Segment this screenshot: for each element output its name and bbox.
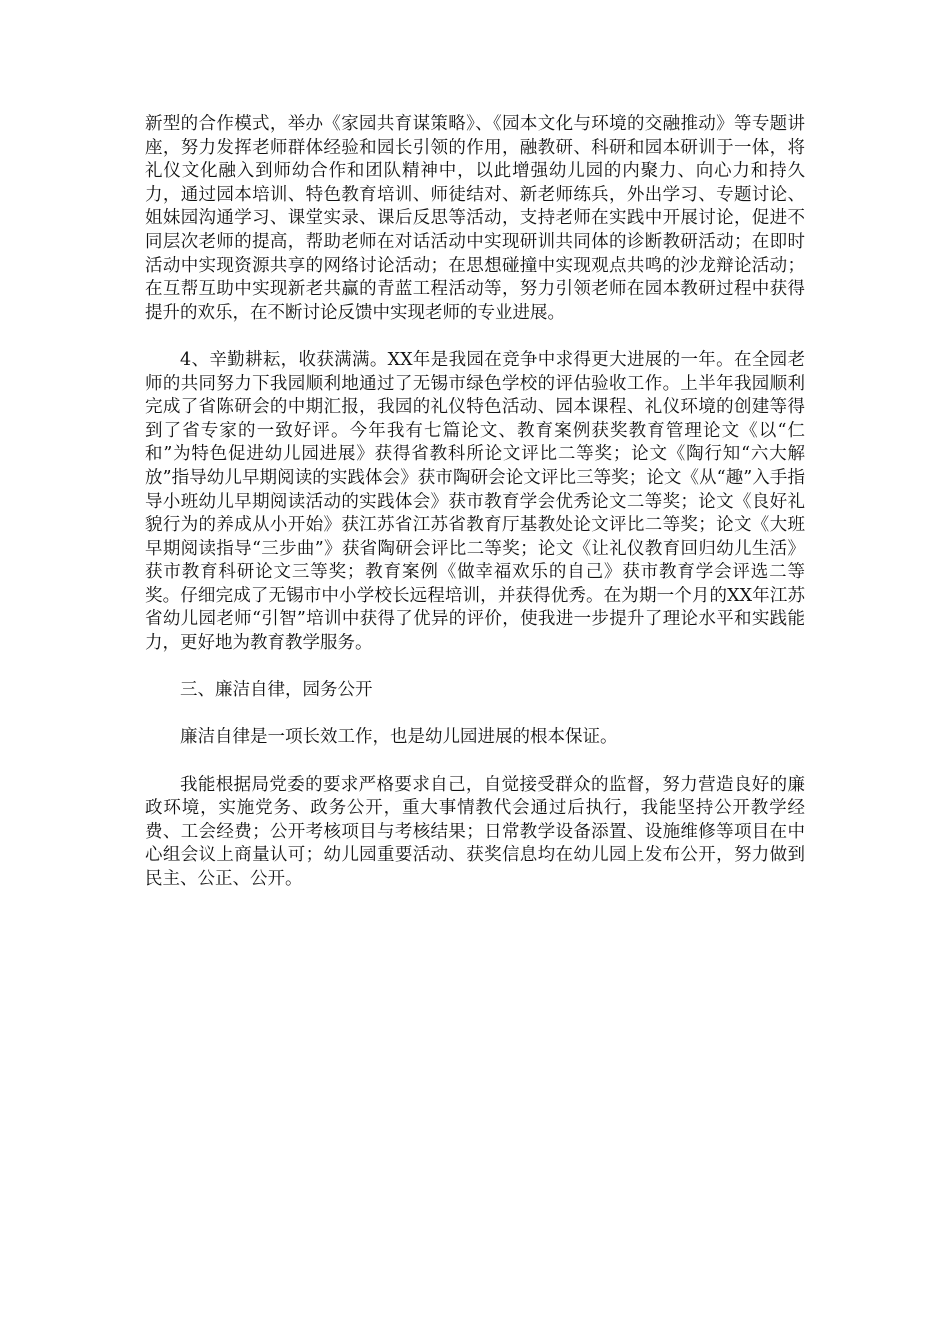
paragraph-teacher-development: 新型的合作模式，举办《家园共育谋策略》、《园本文化与环境的交融推动》等专题讲座，努力发挥老师群体经验和园长引领的作用，融教研、科研和园本研训于一体，将礼仪文化融入到师幼合作和团队精神中，以此增强幼儿园的内聚力、向心力和持久力，通过园本培训、特色教育培训、师徒结对、新老师练兵，外出学习、专题讨论、姐妹园沟通学习、课堂实录、课后反思等活动，支持老师在实践中开展讨论，促进不同层次老师的提高，帮助老师在对话活动中实现研训共同体的诊断教研活动；在即时活动中实现资源共享的网络讨论活动；在思想碰撞中实现观点共鸣的沙龙辩论活动；在互帮互助中实现新老共赢的青蓝工程活动等，努力引领老师在园本教研过程中获得提升的欢乐，在不断讨论反馈中实现老师的专业进展。 bbox=[145, 114, 805, 323]
section-heading-integrity: 三、廉洁自律，园务公开 bbox=[180, 680, 373, 701]
paragraph-transparency: 我能根据局党委的要求严格要求自己，自觉接受群众的监督，努力营造良好的廉政环境，实施党务、政务公开，重大事情教代会通过后执行，我能坚持公开教学经费、工会经费；公开考核项目与考核结果；日常教学设备添置、设施维修等项目在中心组会议上商量认可；幼儿园重要活动、获奖信息均在幼儿园上发布公开，努力做到民主、公正、公开。 bbox=[145, 774, 805, 889]
paragraph-achievements: 4、辛勤耕耘，收获满满。XX年是我园在竞争中求得更大进展的一年。在全园老师的共同努力下我园顺利地通过了无锡市绿色学校的评估验收工作。上半年我园顺利完成了省陈研会的中期汇报，我园的礼仪特色活动、园本课程、礼仪环境的创建等得到了省专家的一致好评。今年我有七篇论文、教育案例获奖教育管理论文《以“仁和”为特色促进幼儿园进展》获得省教科所论文评比二等奖；论文《陶行知“六大解放”指导幼儿早期阅读的实践体会》获市陶研会论文评比三等奖；论文《从“趣”入手指导小班幼儿早期阅读活动的实践体会》获市教育学会优秀论文二等奖；论文《良好礼貌行为的养成从小开始》获江苏省江苏省教育厅基教处论文评比二等奖；论文《大班早期阅读指导“三步曲”》获省陶研会评比二等奖；论文《让礼仪教育回归幼儿生活》获市教育科研论文三等奖；教育案例《做幸福欢乐的自己》获市教育学会评选二等奖。仔细完成了无锡市中小学校长远程培训，并获得优秀。在为期一个月的XX年江苏省幼儿园老师“引智”培训中获得了优异的评价，使我进一步提升了理论水平和实践能力，更好地为教育教学服务。 bbox=[145, 349, 805, 654]
document-body bbox=[145, 113, 805, 892]
paragraph-integrity-intro: 廉洁自律是一项长效工作，也是幼儿园进展的根本保证。 bbox=[180, 727, 618, 748]
